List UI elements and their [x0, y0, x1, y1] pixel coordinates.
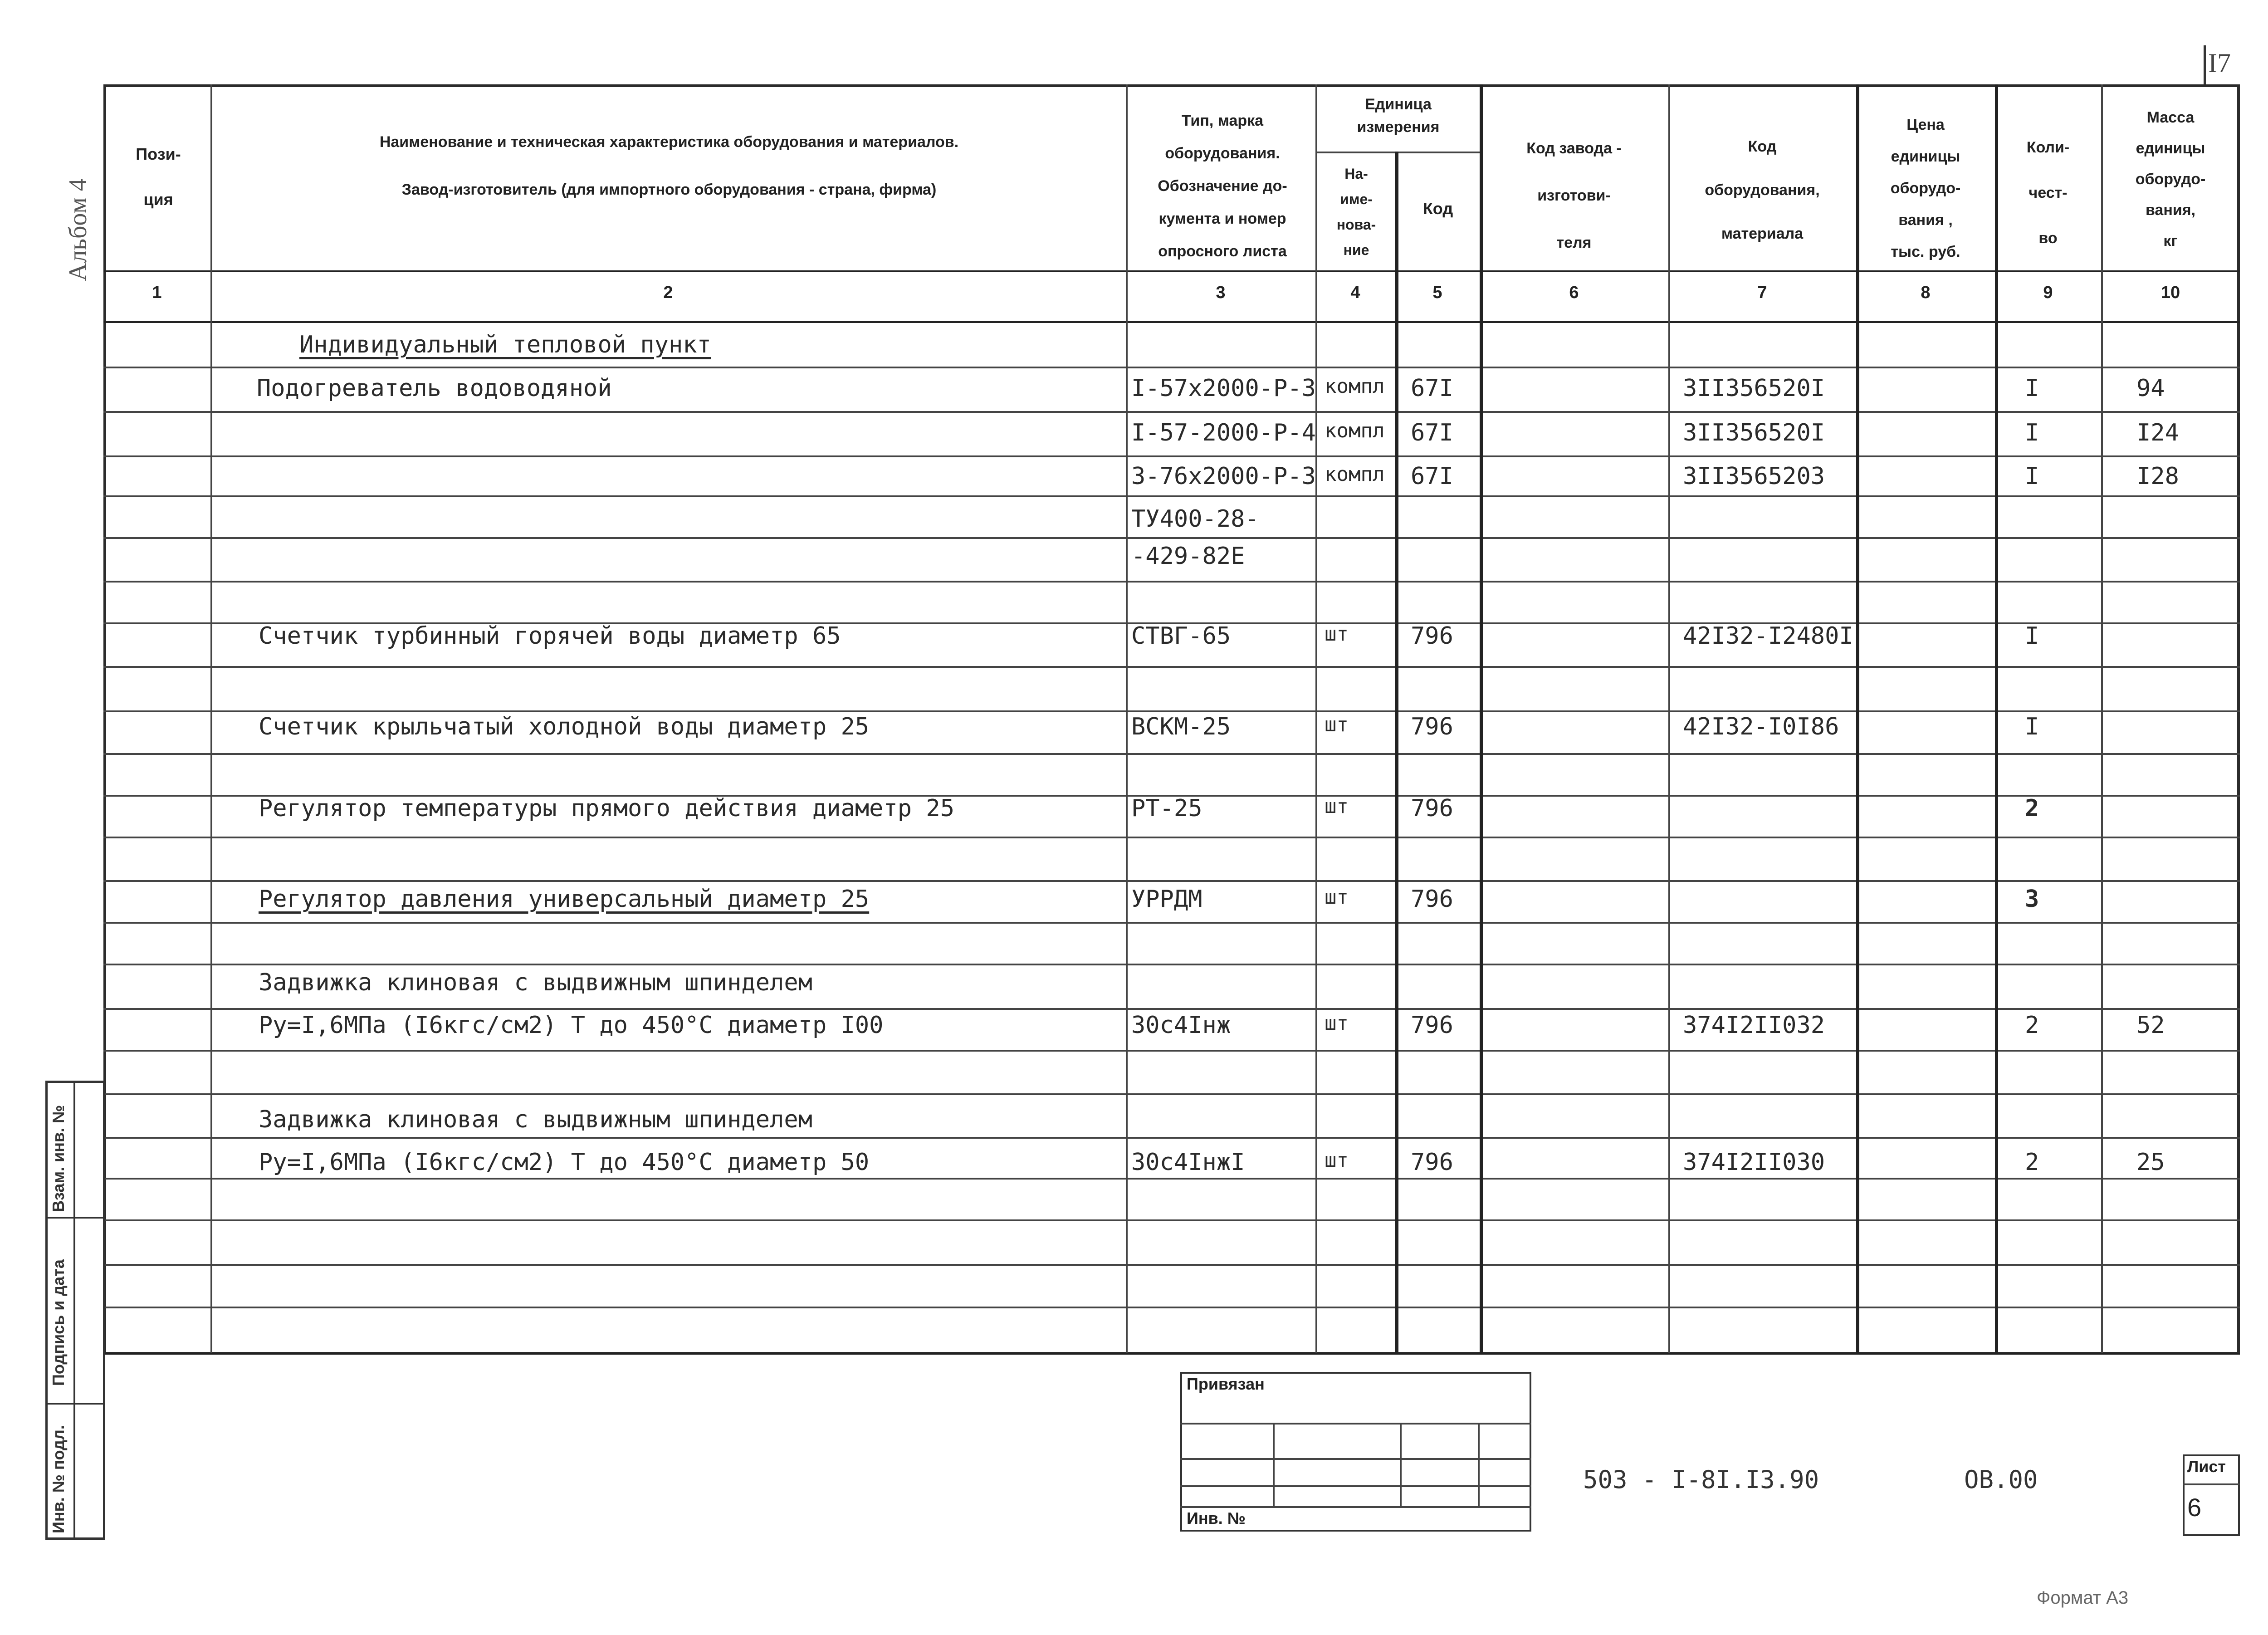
column-number-8: 8	[1921, 283, 1931, 302]
row-14-unit: шт	[1325, 1149, 1349, 1172]
grid-hline	[103, 537, 2240, 539]
row-7-code: 42I32-I2480I	[1683, 622, 1853, 650]
row-9-name: Регулятор температуры прямого действия диаметр 25	[259, 795, 955, 822]
row-12-mass: 52	[2136, 1012, 2165, 1039]
row-12-type: 30с4Iнж	[1131, 1012, 1231, 1039]
row-10-unit-code: 796	[1411, 886, 1453, 913]
side-divider-1	[45, 1217, 105, 1219]
row-10-qty: 3	[2025, 886, 2039, 913]
grid-vline	[1126, 84, 1128, 1353]
row-4-type: 3-76x2000-P-3	[1131, 463, 1316, 490]
grid-hline	[103, 753, 2240, 755]
column-number-6: 6	[1569, 283, 1579, 302]
page-number: I7	[2208, 48, 2231, 78]
document-code-suffix: ОВ.00	[1964, 1465, 2038, 1494]
column-number-2: 2	[663, 283, 673, 302]
row-8-unit: шт	[1325, 713, 1349, 736]
row-7-unit: шт	[1325, 622, 1349, 646]
grid-vline	[1395, 152, 1398, 1353]
header-type: Тип, марка оборудования. Обозначение до- кумента и номер опросного листа	[1158, 112, 1287, 260]
row-5-type: ТУ400-28-	[1131, 505, 1259, 533]
sheet-number: 6	[2187, 1493, 2202, 1522]
side-inner-line	[73, 1081, 75, 1540]
grid-hline	[103, 455, 2240, 457]
header-price: Цена единицы оборудо- вания , тыс. руб.	[1890, 116, 1961, 260]
row-3-unit-code: 67I	[1411, 419, 1453, 446]
stamp-vline-3	[1478, 1423, 1480, 1506]
row-3-qty: I	[2025, 419, 2039, 446]
row-8-qty: I	[2025, 713, 2039, 740]
row-6-type: -429-82Е	[1131, 543, 1245, 570]
grid-hline	[103, 964, 2240, 965]
grid-hline	[103, 1307, 2240, 1308]
row-14-mass: 25	[2136, 1149, 2165, 1176]
row-3-type: I-57-2000-P-4	[1131, 419, 1316, 446]
row-10-type: УРРДМ	[1131, 886, 1202, 913]
inv-no-label: Инв. №	[1187, 1509, 1246, 1527]
grid-hline	[103, 1008, 2240, 1010]
document-code: 503 - I-8I.I3.90	[1583, 1465, 1819, 1494]
album-label: Альбом 4	[64, 178, 92, 281]
side-divider-2	[45, 1403, 105, 1405]
page-number-tick	[2204, 45, 2206, 86]
header-unit-group: Единица измерения	[1357, 96, 1440, 136]
row-8-unit-code: 796	[1411, 713, 1453, 740]
row-4-unit: компл	[1325, 463, 1385, 486]
row-1-name: Индивидуальный тепловой пункт	[299, 331, 711, 358]
grid-hline	[103, 837, 2240, 838]
column-number-1: 1	[152, 283, 162, 302]
row-12-code: 374I2II032	[1683, 1012, 1825, 1039]
column-number-3: 3	[1216, 283, 1226, 302]
row-8-type: ВСКМ-25	[1131, 713, 1231, 740]
row-4-qty: I	[2025, 463, 2039, 490]
row-2-type: I-57x2000-P-3	[1131, 375, 1316, 402]
row-14-unit-code: 796	[1411, 1149, 1453, 1176]
stamp-vline-1	[1273, 1423, 1275, 1506]
side-inv-podl: Инв. № подл.	[49, 1425, 68, 1533]
row-3-mass: I24	[2136, 419, 2179, 446]
row-9-unit: шт	[1325, 795, 1349, 818]
header-plant-code: Код завода - изготови- теля	[1526, 140, 1622, 251]
side-inv-zam: Взам. инв. №	[49, 1105, 68, 1212]
row-7-unit-code: 796	[1411, 622, 1453, 650]
row-4-unit-code: 67I	[1411, 463, 1453, 490]
row-2-qty: I	[2025, 375, 2039, 402]
grid-vline	[1668, 84, 1670, 1353]
grid-vline	[1480, 84, 1483, 1353]
row-2-unit-code: 67I	[1411, 375, 1453, 402]
row-12-unit-code: 796	[1411, 1012, 1453, 1039]
side-signature-date: Подпись и дата	[49, 1259, 68, 1386]
column-number-9: 9	[2043, 283, 2053, 302]
grid-hline	[103, 411, 2240, 413]
grid-hline	[103, 1137, 2240, 1139]
header-unit-code: Код	[1422, 199, 1453, 218]
grid-hline	[103, 1050, 2240, 1052]
grid-vline	[1315, 84, 1317, 1353]
format-label: Формат А3	[2037, 1588, 2129, 1608]
grid-vline	[1995, 84, 1998, 1353]
column-number-4: 4	[1350, 283, 1360, 302]
row-9-qty: 2	[2025, 795, 2039, 822]
grid-hline	[103, 666, 2240, 668]
row-2-code: 3II356520I	[1683, 375, 1825, 402]
row-7-type: СТВГ-65	[1131, 622, 1231, 650]
grid-hline	[103, 1178, 2240, 1180]
row-2-unit: компл	[1325, 375, 1385, 398]
header-position: Пози- ция	[136, 145, 181, 209]
row-7-qty: I	[2025, 622, 2039, 650]
grid-vline	[1856, 84, 1859, 1353]
row-2-name: Подогреватель водоводяной	[257, 375, 612, 402]
grid-hline	[103, 1264, 2240, 1266]
header-equipment-code: Код оборудования, материала	[1705, 138, 1820, 242]
stamp-vline-2	[1400, 1423, 1402, 1506]
row-4-mass: I28	[2136, 463, 2179, 490]
column-number-5: 5	[1432, 283, 1442, 302]
header-name-line1: Наименование и техническая характеристика оборудования и материалов.	[379, 133, 959, 151]
row-14-qty: 2	[2025, 1149, 2039, 1176]
grid-hline	[103, 710, 2240, 712]
grid-hline	[103, 880, 2240, 882]
grid-hline	[103, 321, 2240, 323]
row-12-unit: шт	[1325, 1012, 1349, 1035]
row-13-name: Задвижка клиновая с выдвижным шпинделем	[259, 1106, 812, 1133]
header-quantity: Коли- чест- во	[2026, 139, 2070, 247]
column-number-10: 10	[2160, 283, 2180, 302]
row-8-name: Счетчик крыльчатый холодной воды диаметр 25	[259, 713, 870, 740]
row-14-code: 374I2II030	[1683, 1149, 1825, 1176]
row-8-code: 42I32-I0I86	[1683, 713, 1839, 740]
row-14-type: 30с4IнжI	[1131, 1149, 1245, 1176]
stamp-line-4	[1180, 1506, 1531, 1508]
grid-hline	[103, 1093, 2240, 1095]
grid-vline	[2101, 84, 2103, 1353]
row-9-unit-code: 796	[1411, 795, 1453, 822]
row-12-qty: 2	[2025, 1012, 2039, 1039]
column-number-7: 7	[1757, 283, 1767, 302]
privyazan-label: Привязан	[1187, 1375, 1265, 1393]
row-12-name: Ру=I,6МПа (I6кгс/см2) Т до 450°С диаметр I00	[259, 1012, 884, 1039]
grid-hline	[103, 581, 2240, 583]
row-3-unit: компл	[1325, 419, 1385, 442]
row-3-code: 3II356520I	[1683, 419, 1825, 446]
header-unit-name: На- име- нова- ние	[1336, 166, 1376, 258]
grid-hline	[103, 1219, 2240, 1221]
header-name-line2: Завод-изготовитель (для импортного оборудования - страна, фирма)	[401, 181, 937, 198]
grid-hline	[103, 1353, 2240, 1355]
grid-hline	[103, 495, 2240, 497]
row-11-name: Задвижка клиновая с выдвижным шпинделем	[259, 969, 812, 996]
row-10-name: Регулятор давления универсальный диаметр 25	[259, 886, 870, 913]
grid-hline	[103, 367, 2240, 368]
sheet-label: Лист	[2187, 1457, 2226, 1476]
row-10-unit: шт	[1325, 886, 1349, 909]
grid-hline	[103, 270, 2240, 272]
row-2-mass: 94	[2136, 375, 2165, 402]
header-mass: Масса единицы оборудо- вания, кг	[2135, 109, 2206, 250]
grid-hline	[103, 922, 2240, 924]
row-7-name: Счетчик турбинный горячей воды диаметр 65	[259, 622, 841, 650]
row-14-name: Ру=I,6МПа (I6кгс/см2) Т до 450°С диаметр 50	[259, 1149, 870, 1176]
grid-vline	[210, 84, 212, 1353]
row-9-type: РТ-25	[1131, 795, 1202, 822]
row-4-code: 3II3565203	[1683, 463, 1825, 490]
sheet-box-divider	[2183, 1483, 2240, 1485]
